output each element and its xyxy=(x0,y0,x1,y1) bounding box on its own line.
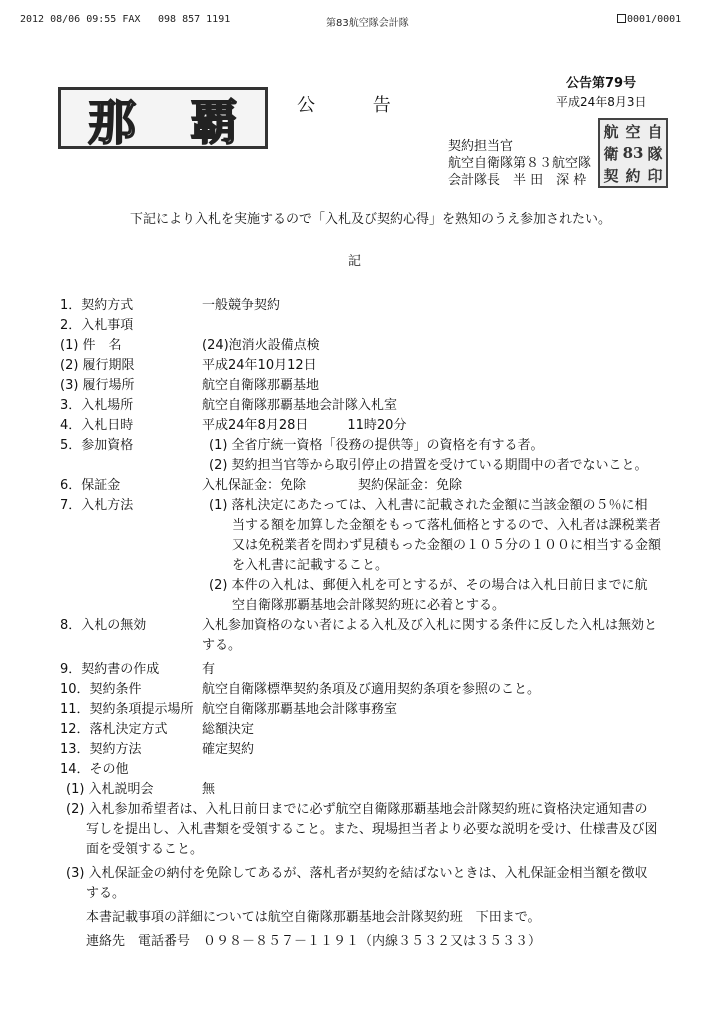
other-line: 写しを提出し、入札書類を受領すること。また、現場担当者より必要な説明を受け、仕様書及び図 xyxy=(86,822,658,837)
item-label: (2) 履行期限 xyxy=(60,358,135,373)
seal-char: 衛 xyxy=(603,144,619,163)
item-label: 2．入札事項 xyxy=(60,318,134,333)
item-value: 航空自衛隊那覇基地 xyxy=(202,378,320,393)
item-label: 7．入札方法 xyxy=(60,498,134,513)
method-line: 又は免税業者を問わず見積もった金額の１０５分の１００に相当する金額 xyxy=(232,538,662,553)
notice-title: 公 告 xyxy=(297,95,417,116)
stamp-char: 覇 xyxy=(189,94,238,151)
item-label: 9．契約書の作成 xyxy=(60,662,160,677)
other-line: する。 xyxy=(86,886,126,901)
item-value: 航空自衛隊那覇基地会計隊事務室 xyxy=(202,702,398,717)
fax-page-icon xyxy=(617,14,626,23)
item-label: 10．契約条件 xyxy=(60,682,142,697)
officer-name: 会計隊長 半 田 深 枠 xyxy=(448,173,587,188)
seal-char: 契 xyxy=(603,166,619,185)
item-value: 平成24年10月12日 xyxy=(202,358,317,373)
seal-char: 隊 xyxy=(647,144,663,163)
fax-sender: 第83航空隊会計隊 xyxy=(326,18,409,29)
method-line: 当する額を加算した金額をもって落札価格とするので、入札者は課税業者 xyxy=(232,518,661,533)
qualification-line: (1) 全省庁統一資格「役務の提供等」の資格を有する者。 xyxy=(209,438,544,453)
ki-heading: 記 xyxy=(348,254,362,269)
detail-text: 本書記載事項の詳細については航空自衛隊那覇基地会計隊契約班 下田まで。 xyxy=(86,910,541,925)
item-value: 一般競争契約 xyxy=(202,298,281,313)
naha-stamp xyxy=(58,87,268,149)
item-value: 総額決定 xyxy=(202,722,255,737)
item-label: 3．入札場所 xyxy=(60,398,134,413)
notice-number: 公告第79号 xyxy=(566,76,637,91)
item-value: 入札保証金：免除 契約保証金：免除 xyxy=(202,478,463,493)
item-label: 13．契約方法 xyxy=(60,742,142,757)
seal-char: 約 xyxy=(625,166,641,185)
item-value: 平成24年8月28日 11時20分 xyxy=(202,418,407,433)
method-line: を入札書に記載すること。 xyxy=(232,558,389,573)
item-label: 14．その他 xyxy=(60,762,129,777)
fax-number: 098 857 1191 xyxy=(158,14,231,25)
item-label: 12．落札決定方式 xyxy=(60,722,168,737)
invalid-line: する。 xyxy=(202,638,242,653)
briefing-value: 無 xyxy=(202,782,216,797)
item-value: 航空自衛隊那覇基地会計隊入札室 xyxy=(202,398,398,413)
fax-page xyxy=(617,14,681,25)
item-value: 確定契約 xyxy=(202,742,255,757)
item-value: (24)泡消火設備点検 xyxy=(202,338,320,353)
other-line: (3) 入札保証金の納付を免除してあるが、落札者が契約を結ばないときは、入札保証金相当額を徴収 xyxy=(66,866,648,881)
seal-char: 空 xyxy=(625,122,641,141)
item-label: 11．契約条項提示場所 xyxy=(60,702,194,717)
method-line: (2) 本件の入札は、郵便入札を可とするが、その場合は入札日前日までに航 xyxy=(209,578,648,593)
item-value: 入札参加資格のない者による入札及び入札に関する条件に反した入札は無効と xyxy=(202,618,658,633)
briefing-label: (1) 入札説明会 xyxy=(66,782,154,797)
item-value: 有 xyxy=(202,662,216,677)
seal-char: 航 xyxy=(603,122,619,141)
contact-text: 連絡先 電話番号 ０９８－８５７－１１９１（内線３５３２又は３５３３） xyxy=(86,934,542,949)
fax-timestamp: 2012 08/06 09:55 FAX xyxy=(20,14,141,25)
fax-page-number: 0001/0001 xyxy=(627,14,682,25)
notice-date: 平成24年8月3日 xyxy=(556,95,647,109)
other-line: 面を受領すること。 xyxy=(86,842,204,857)
official-seal xyxy=(598,118,668,188)
seal-char: 自 xyxy=(647,122,663,141)
item-label: (3) 履行場所 xyxy=(60,378,135,393)
seal-char: 83 xyxy=(622,144,644,162)
officer-title: 契約担当官 xyxy=(448,139,514,154)
item-label: 1．契約方式 xyxy=(60,298,134,313)
seal-char: 印 xyxy=(647,166,663,185)
other-line: (2) 入札参加希望者は、入札日前日までに必ず航空自衛隊那覇基地会計隊契約班に資格決定通知書の xyxy=(66,802,648,817)
item-label: 5．参加資格 xyxy=(60,438,134,453)
officer-unit: 航空自衛隊第８３航空隊 xyxy=(448,156,592,171)
method-line: (1) 落札決定にあたっては、入札書に記載された金額に当該金額の５％に相 xyxy=(209,498,648,513)
intro-text: 下記により入札を実施するので「入札及び契約心得」を熟知のうえ参加されたい。 xyxy=(130,212,612,227)
stamp-char: 那 xyxy=(87,94,136,151)
qualification-line: (2) 契約担当官等から取引停止の措置を受けている期間中の者でないこと。 xyxy=(209,458,648,473)
item-label: (1) 件 名 xyxy=(60,338,122,353)
item-label: 6．保証金 xyxy=(60,478,121,493)
item-label: 4．入札日時 xyxy=(60,418,134,433)
item-label: 8．入札の無効 xyxy=(60,618,147,633)
method-line: 空自衛隊那覇基地会計隊契約班に必着とする。 xyxy=(232,598,506,613)
item-value: 航空自衛隊標準契約条項及び適用契約条項を参照のこと。 xyxy=(202,682,541,697)
